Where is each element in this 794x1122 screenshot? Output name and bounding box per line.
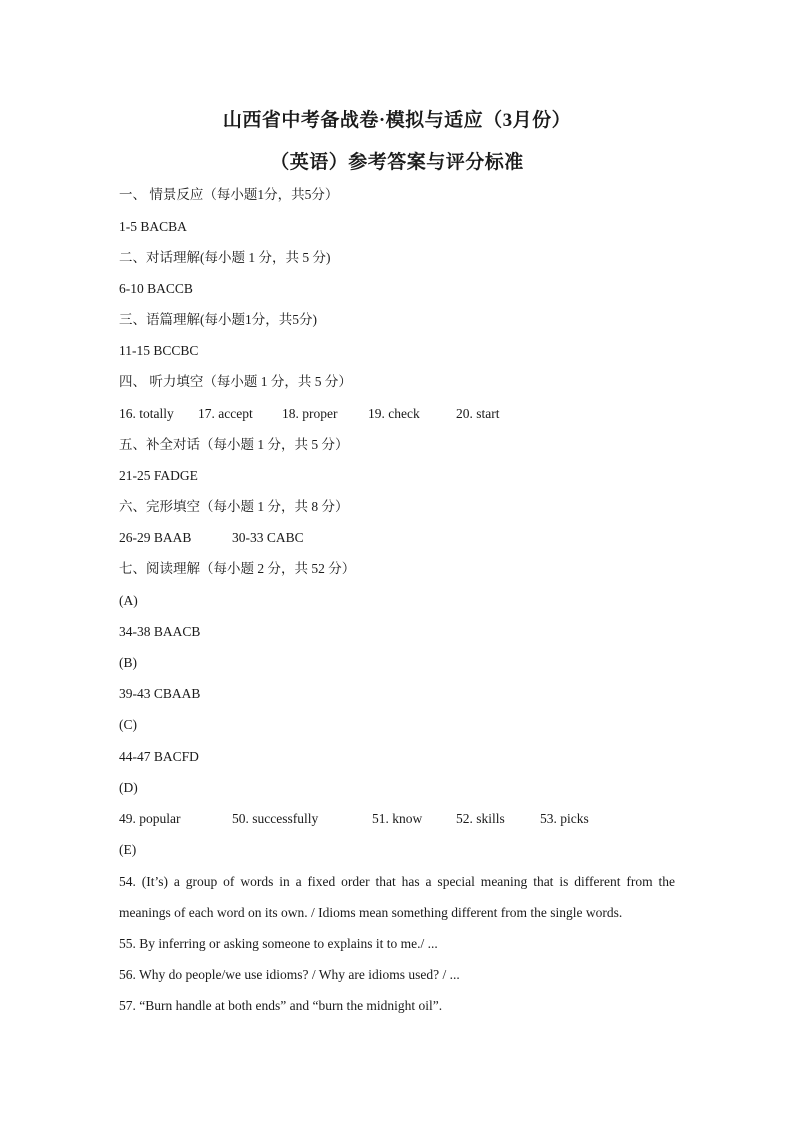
section-5-answer: 21-25 FADGE <box>119 468 198 483</box>
question-54-answer: 54. (It’s) a group of words in a fixed order that has a special meaning that is different from the meanings of each word on its own. / Idioms mean something different from the single words. <box>119 874 675 920</box>
question-57-answer: 57. “Burn handle at both ends” and “burn the midnight oil”. <box>119 998 443 1013</box>
section-2-answer: 6-10 BACCB <box>119 281 193 296</box>
section-4-heading: 四、 听力填空（每小题 1 分，共 5 分） <box>119 374 352 389</box>
answer-item: 19. check <box>368 406 420 421</box>
section-3-heading: 三、语篇理解(每小题1分，共5分) <box>119 312 317 327</box>
passage-c-label: (C) <box>119 717 137 732</box>
section-1-answer: 1-5 BACBA <box>119 219 187 234</box>
answer-item: 53. picks <box>540 811 589 826</box>
passage-a-label: (A) <box>119 593 138 608</box>
passage-d-label: (D) <box>119 780 138 795</box>
answer-item: 26-29 BAAB <box>119 530 192 545</box>
answer-item: 18. proper <box>282 406 338 421</box>
section-6-heading: 六、完形填空（每小题 1 分，共 8 分） <box>119 499 349 514</box>
exam-subtitle: （英语）参考答案与评分标准 <box>270 152 524 173</box>
passage-e-label: (E) <box>119 842 137 857</box>
passage-b-answer: 39-43 CBAAB <box>119 686 201 701</box>
exam-title: 山西省中考备战卷·模拟与适应（3月份） <box>222 110 572 131</box>
answer-item: 50. successfully <box>232 811 319 826</box>
question-55-answer: 55. By inferring or asking someone to explains it to me./ ... <box>119 936 438 951</box>
section-1-heading: 一、 情景反应（每小题1分，共5分） <box>119 187 339 202</box>
answer-item: 52. skills <box>456 811 505 826</box>
answer-item: 49. popular <box>119 811 181 826</box>
passage-d-answers <box>119 809 599 829</box>
section-6-answers <box>119 528 379 548</box>
passage-c-answer: 44-47 BACFD <box>119 749 199 764</box>
section-4-answers <box>119 404 539 424</box>
passage-b-label: (B) <box>119 655 137 670</box>
answer-item: 20. start <box>456 406 500 421</box>
passage-a-answer: 34-38 BAACB <box>119 624 201 639</box>
section-2-heading: 二、对话理解(每小题 1 分，共 5 分) <box>119 250 331 265</box>
section-3-answer: 11-15 BCCBC <box>119 343 199 358</box>
section-7-heading: 七、阅读理解（每小题 2 分，共 52 分） <box>119 561 356 576</box>
answer-item: 16. totally <box>119 406 174 421</box>
answer-item: 51. know <box>372 811 423 826</box>
question-56-answer: 56. Why do people/we use idioms? / Why are idioms used? / ... <box>119 967 460 982</box>
answer-item: 30-33 CABC <box>232 530 304 545</box>
section-5-heading: 五、补全对话（每小题 1 分，共 5 分） <box>119 437 349 452</box>
answer-item: 17. accept <box>198 406 253 421</box>
